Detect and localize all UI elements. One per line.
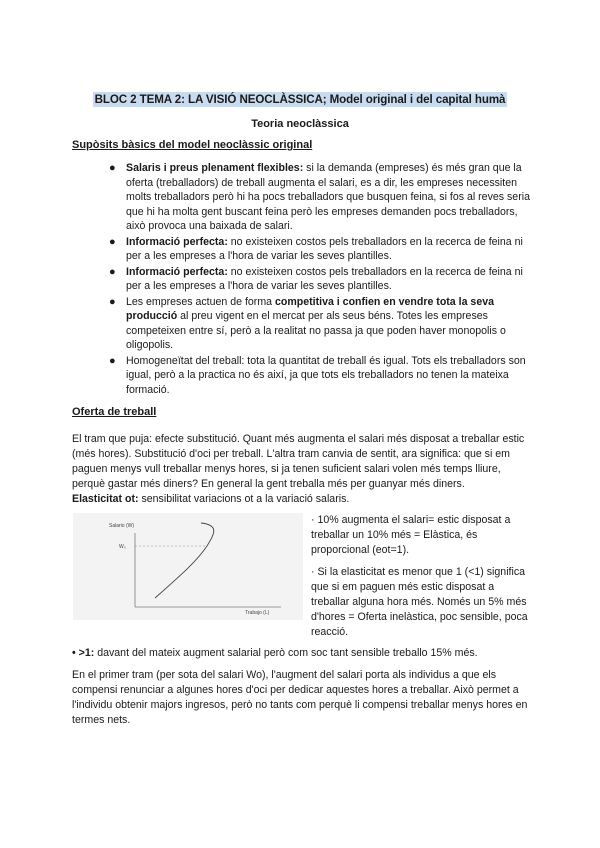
bullet-text: no existeixen costos pels treballadors en la recerca de feina ni per a les empreses a l'hora de variar les seves plantilles. (126, 235, 523, 262)
elasticity-label: Elasticitat ot: (72, 493, 139, 505)
bullet-bold: Informació perfecta: (126, 265, 228, 278)
bullet-icon: ● (109, 235, 116, 248)
bullet-text: si la demanda (empreses) és més gran que la oferta (treballadors) de treball augmenta el salari, es a dir, les empreses necessiten molts treballadors però hi ha pocs treballadors que busquen feina, si fos al reves seria que hi ha molta gent buscant feina però les empreses demanden pocs treballadors, això provoca una baixada de salari. (126, 162, 530, 232)
paragraph-supply-text: El tram que puja: efecte substitució. Quant més augmenta el salari més disposat a treballar estic (més hores). Substitució d'oci per treball. L'altra tram canvia de sentit, ara significa: que si em paguen menys vull treballar menys hores, si ja tenen suficient salari volen més temps lliure, perquè gastar més diners? En general la gent treballa més per guanyar més diners. (72, 433, 525, 490)
gt1-label: • >1: (72, 647, 95, 659)
elasticity-text: sensibilitat variacions ot a la variació salaris. (138, 493, 350, 505)
elastic-note: · 10% augmenta el salari= estic disposat a treballar un 10% més = Elàstica, és proporcional (eot=1). (311, 514, 511, 556)
bullet-bold: Informació perfecta: (126, 235, 228, 248)
list-item (109, 354, 536, 398)
inelastic-note: · Si la elasticitat es menor que 1 (<1) significa que si em paguen més estic disposat a treballar alguna hora més. Només un 5% més d'hores = Oferta inelàstica, poc sensible, poca reacció. (311, 566, 528, 638)
bullet-icon: ● (109, 354, 116, 367)
section-heading-labor-supply: Oferta de treball (72, 406, 157, 418)
gt1-text: davant del mateix augment salarial però com soc tant sensible treballo 15% més. (94, 647, 478, 659)
list-item (109, 295, 536, 353)
w0-tick-label: W₀ (119, 544, 126, 550)
labor-supply-diagram (73, 513, 303, 620)
paragraph-supply (72, 432, 532, 507)
bullet-text: al preu vigent en el mercat per als seus béns. Totes les empreses competeixen entre sí, però a la realitat no passa ja que poden haver monopolis o oligopolis. (126, 310, 506, 351)
bullet-icon: ● (109, 295, 116, 308)
bullet-bold: Salaris i preus plenament flexibles: (126, 162, 304, 174)
bullet-text: Homogeneïtat del treball: tota la quantitat de treball és igual. Tots els treballadors son igual, però a la practica no és així, ja que tots els treballadors no tenen la mateixa formació. (126, 354, 526, 396)
bullet-icon: ● (109, 265, 116, 278)
list-item (109, 161, 536, 234)
document-title: BLOC 2 TEMA 2: LA VISIÓ NEOCLÀSSICA; Model original i del capital humà (94, 93, 506, 106)
x-axis-label: Trabajo (L) (245, 610, 270, 616)
title-wrap (0, 90, 600, 108)
labor-supply-figure (73, 513, 303, 620)
elasticity-greater-than-one (72, 646, 532, 661)
bullet-text: no existeixen costos pels treballadors en la recerca de feina ni per a les empreses a l'hora de variar les seves plantilles. (126, 265, 523, 292)
paragraph-first-segment: En el primer tram (per sota del salari Wo), l'augment del salari porta als individus a que els compensi renunciar a algunes hores d'oci per dedicar aquestes hores a treballar. Això permet a l'individu obtenir majors ingresos, però no tants com perquè li compensi treballar menys hores en termes nets. (72, 669, 528, 726)
bullet-bold: competitiva i confien en vendre tota la seva producció (126, 295, 494, 322)
subtitle: Teoria neoclàssica (251, 118, 349, 130)
assumptions-list (109, 161, 536, 398)
bullet-pre: Les empreses actuen de forma (126, 295, 275, 308)
list-item (109, 235, 536, 264)
bullet-icon: ● (109, 162, 116, 174)
backward-bending-supply-curve (155, 523, 214, 598)
section-heading-assumptions: Supòsits bàsics del model neoclàssic original (72, 139, 313, 151)
list-item (109, 265, 536, 294)
y-axis-label: Salario (W) (109, 523, 135, 529)
